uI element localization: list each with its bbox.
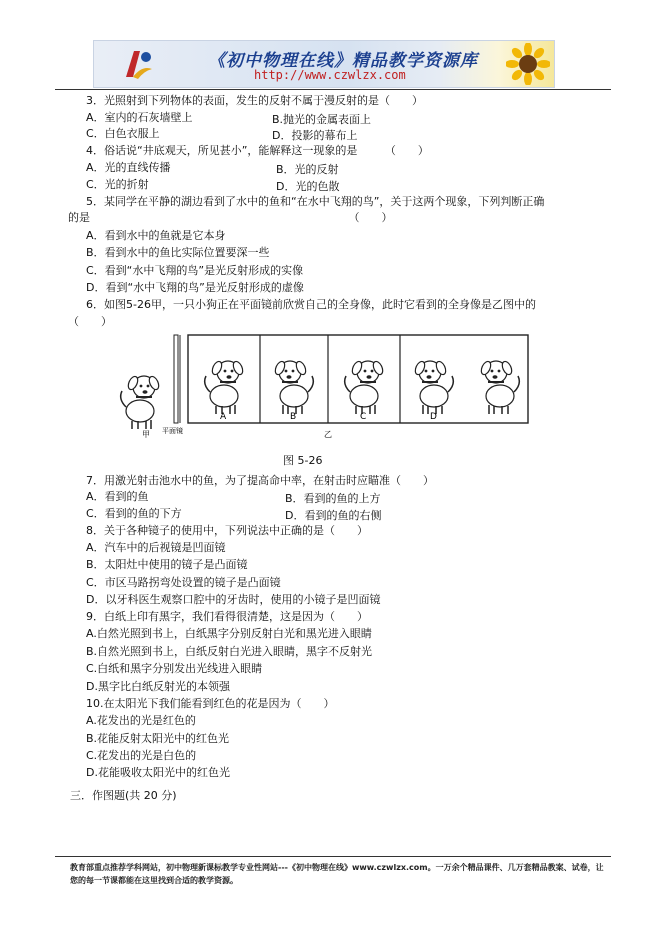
- figure-5-26: [110, 333, 530, 443]
- question-10-stem: 10.在太阳光下我们能看到红色的花是因为（ ）: [86, 697, 335, 710]
- q10-option-d: D.花能吸收太阳光中的红色光: [86, 766, 230, 779]
- header-rule: [55, 89, 611, 90]
- q7-option-d: D．看到的鱼的右侧: [285, 509, 382, 522]
- dog-panel-e: [479, 360, 519, 414]
- q8-option-a: A．汽车中的后视镜是凹面镜: [86, 541, 226, 554]
- q10-option-a: A.花发出的光是红色的: [86, 714, 196, 727]
- q8-option-b: B．太阳灶中使用的镜子是凸面镜: [86, 558, 248, 571]
- label-mirror: 平面镜: [162, 427, 183, 435]
- question-3-stem: 3．光照射到下列物体的表面，发生的反射不属于漫反射的是（ ）: [86, 94, 423, 107]
- panel-label-c: C: [360, 412, 367, 422]
- dog-jia: [121, 375, 161, 429]
- q8-option-d: D．以牙科医生观察口腔中的牙齿时，使用的小镜子是凹面镜: [86, 593, 381, 606]
- sunflower-icon: [506, 43, 550, 85]
- panel-label-d: D: [430, 412, 437, 422]
- q9-option-b: B.自然光照到书上，白纸反射白光进入眼睛，黑字不反射光: [86, 645, 373, 658]
- panel-label-b: B: [290, 412, 297, 422]
- label-jia: 甲: [142, 430, 150, 439]
- q10-option-c: C.花发出的光是白色的: [86, 749, 197, 762]
- question-7-stem: 7．用激光射击池水中的鱼，为了提高命中率，在射击时应瞄准（ ）: [86, 474, 434, 487]
- banner-url[interactable]: http://www.czwlzx.com: [254, 68, 406, 82]
- q9-option-a: A.白然光照到书上，白纸黑字分别反射白光和黑光进入眼睛: [86, 627, 372, 640]
- dog-panel-b: [273, 360, 313, 414]
- section-3-heading: 三．作图题(共 20 分): [70, 789, 177, 802]
- question-6-stem: 6．如图5-26甲，一只小狗正在平面镜前欣赏自己的全身像，此时它看到的全身像是乙图中的: [86, 298, 536, 311]
- q9-option-d: D.黑字比白纸反射光的本领强: [86, 680, 230, 693]
- q4-option-b: B．光的反射: [276, 163, 339, 176]
- footer-text: 教育部重点推荐学科网站，初中物理新课标教学专业性网站---《初中物理在线》www.czwlzx.com。一万余个精品课件、几万套精品教案、试卷，让您的每一节课都能在这里找到合适的教学资源。: [70, 863, 604, 885]
- q5-option-a: A．看到水中的鱼就是它本身: [86, 229, 226, 242]
- q3-option-c: C．白色衣服上: [86, 127, 160, 140]
- plane-mirror: [174, 335, 178, 423]
- q5-option-b: B．看到水中的鱼比实际位置要深一些: [86, 246, 270, 259]
- q3-option-b: B.抛光的金属表面上: [272, 113, 372, 126]
- question-5-stem: 5．某同学在平静的湖边看到了水中的鱼和“在水中飞翔的鸟”，关于这两个现象，下列判断正确: [86, 195, 545, 208]
- figure-caption: 图 5-26: [283, 454, 323, 467]
- q5-option-d: D．看到“水中飞翔的鸟”是光反射形成的虚像: [86, 281, 304, 294]
- question-5-stem-cont: 的是 （ ）: [68, 211, 393, 224]
- header-banner: [93, 40, 555, 88]
- q7-option-a: A．看到的鱼: [86, 490, 149, 503]
- q4-option-d: D．光的色散: [276, 180, 340, 193]
- q7-option-b: B．看到的鱼的上方: [285, 492, 381, 505]
- q9-option-c: C.白纸和黑字分别发出光线进入眼睛: [86, 662, 263, 675]
- q3-option-a: A．室内的石灰墙壁上: [86, 111, 193, 124]
- q8-option-c: C．市区马路拐弯处设置的镜子是凸面镜: [86, 576, 281, 589]
- q7-option-c: C．看到的鱼的下方: [86, 507, 182, 520]
- logo-icon: [120, 47, 156, 83]
- q10-option-b: B.花能反射太阳光中的红色光: [86, 732, 230, 745]
- q3-option-d: D．投影的幕布上: [272, 129, 358, 142]
- dog-panel-d: [413, 360, 453, 414]
- dog-panel-c: [345, 360, 385, 414]
- panel-label-a: A: [220, 412, 227, 422]
- question-6-stem-cont: （ ）: [68, 315, 112, 328]
- q5-option-c: C．看到“水中飞翔的鸟”是光反射形成的实像: [86, 264, 304, 277]
- q4-option-a: A．光的直线传播: [86, 161, 171, 174]
- question-8-stem: 8．关于各种镜子的使用中，下列说法中正确的是（ ）: [86, 524, 368, 537]
- question-4-stem: 4．俗话说“井底观天，所见甚小”，能解释这一现象的是 （ ）: [86, 144, 429, 157]
- label-yi: 乙: [324, 430, 332, 439]
- question-9-stem: 9．白纸上印有黑字，我们看得很清楚，这是因为（ ）: [86, 610, 368, 623]
- banner-title: 《初中物理在线》精品教学资源库: [208, 51, 478, 71]
- footer-rule: [55, 856, 611, 857]
- q4-option-c: C．光的折射: [86, 178, 149, 191]
- dog-panel-a: [205, 360, 245, 414]
